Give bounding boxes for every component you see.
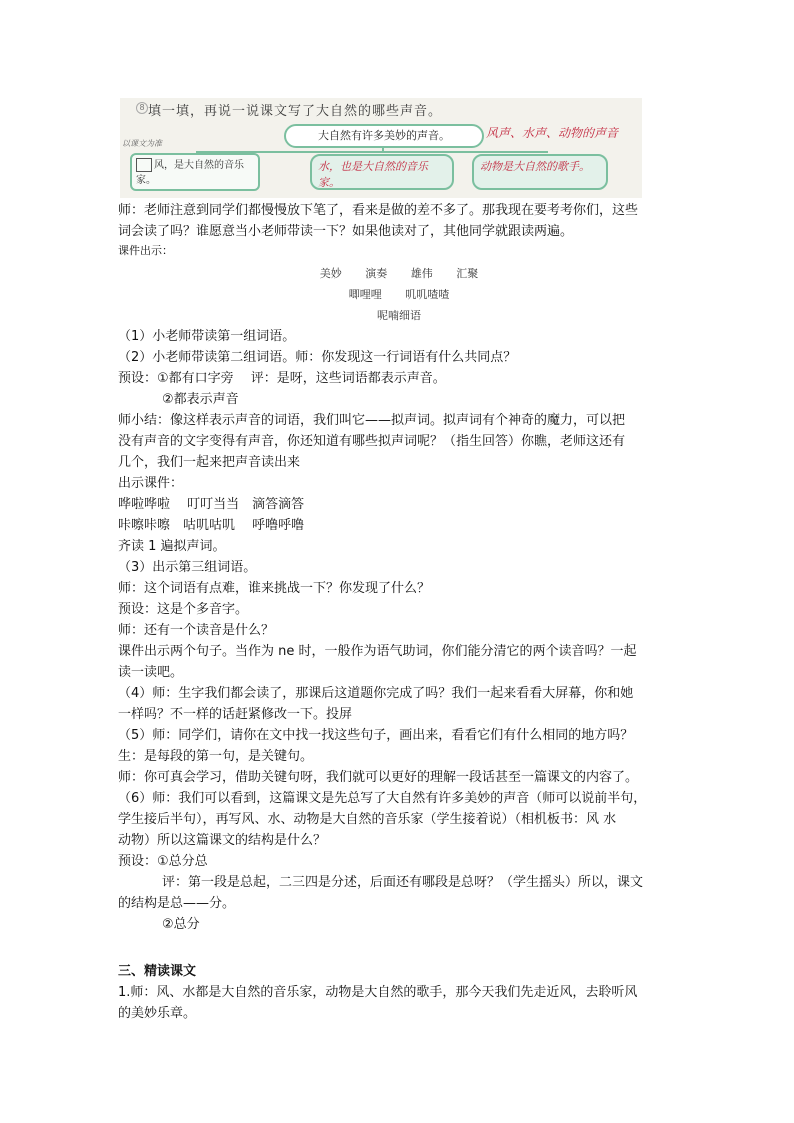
lesson-text <box>118 200 680 1024</box>
topic-box: 大自然有许多美妙的声音。 <box>284 124 484 148</box>
paragraph-line: 预设：①都有口字旁 评：是呀，这些词语都表示声音。 <box>118 371 446 386</box>
paragraph-line: 词会读了吗？谁愿意当小老师带读一下？如果他读对了，其他同学就跟读两遍。 <box>118 224 574 239</box>
paragraph-line: 咔嚓咔嚓 咕叽咕叽 呼噜呼噜 <box>118 518 305 533</box>
paragraph-line: 预设：这是个多音字。 <box>118 602 249 617</box>
paragraph-line: ②总分 <box>162 917 200 932</box>
paragraph-line: （4）师：生字我们都会读了，那课后这道题你完成了吗？我们一起来看看大屏幕，你和她 <box>118 686 634 701</box>
left-box-text: 风，是大自然的音乐家。 <box>136 160 244 186</box>
left-box <box>130 153 260 191</box>
paragraph-line: 出示课件： <box>118 476 184 491</box>
vocab-word: 雄伟 <box>410 267 433 280</box>
paragraph-line: 几个，我们一起来把声音读出来 <box>118 455 301 470</box>
vocab-word: 演奏 <box>365 267 388 280</box>
paragraph-line: 没有声音的文字变得有声音，你还知道有哪些拟声词呢？（指生回答）你瞧，老师这还有 <box>118 434 626 449</box>
right-answer-box: 动物是大自然的歌手。 <box>472 154 608 190</box>
vocab-word: 汇聚 <box>456 267 479 280</box>
paragraph-line: 齐读 1 遍拟声词。 <box>118 539 226 554</box>
vocab-word: 美妙 <box>319 267 342 280</box>
paragraph-line: 一样吗？不一样的话赶紧修改一下。投屏 <box>118 707 353 722</box>
vocab-word: 呢喃细语 <box>377 309 421 322</box>
paragraph-line: 预设：①总分总 <box>118 854 208 869</box>
paragraph-line: 的美妙乐章。 <box>118 1006 197 1021</box>
paragraph-line: 学生接后半句），再写风、水、动物是大自然的音乐家（学生接着说）（相机板书：风 水 <box>118 812 617 827</box>
section-heading: 三、精读课文 <box>118 964 197 979</box>
paragraph-line: 动物）所以这篇课文的结构是什么？ <box>118 833 327 848</box>
paragraph-line: 评：第一段是总起，二三四是分述，后面还有哪段是总呀？（学生摇头）所以，课文 <box>162 875 644 890</box>
paragraph-line: （1）小老师带读第一组词语。 <box>118 329 296 344</box>
handwritten-note: 以课文为准 <box>122 139 162 148</box>
worksheet-title: 填一填，再说一说课文写了大自然的哪些声音。 <box>148 104 443 119</box>
paragraph-line: （6）师：我们可以看到，这篇课文是先总写了大自然有许多美妙的声音（师可以说前半句， <box>118 791 647 806</box>
paragraph-line: 读一读吧。 <box>118 665 184 680</box>
courseware-label: 课件出示： <box>118 244 173 257</box>
paragraph-line: 师：你可真会学习，借助关键句呀，我们就可以更好的理解一段话甚至一篇课文的内容了。 <box>118 770 639 785</box>
word-group-1 <box>118 263 680 284</box>
vocab-word: 叽叽喳喳 <box>405 288 450 301</box>
word-group-2 <box>118 284 680 305</box>
paragraph-line: 课件出示两个句子。当作为 ne 时，一般作为语气助词，你们能分清它的两个读音吗？一起 <box>118 644 637 659</box>
paragraph-line: 哗啦哗啦 叮叮当当 滴答滴答 <box>118 497 305 512</box>
paragraph-line: ②都表示声音 <box>162 392 239 407</box>
paragraph-line: 师：老师注意到同学们都慢慢放下笔了，看来是做的差不多了。那我现在要考考你们，这些 <box>118 203 639 218</box>
paragraph-line: 的结构是总——分。 <box>118 896 236 911</box>
paragraph-line: 师小结：像这样表示声音的词语，我们叫它——拟声词。拟声词有个神奇的魔力，可以把 <box>118 413 626 428</box>
paragraph-line: 生：是每段的第一句，是关键句。 <box>118 749 314 764</box>
paragraph-line: 师：这个词语有点难，谁来挑战一下？你发现了什么？ <box>118 581 431 596</box>
exercise-number: 8 <box>136 102 148 114</box>
paragraph-line: 师：还有一个读音是什么？ <box>118 623 275 638</box>
vocab-word: 唧哩哩 <box>348 288 382 301</box>
word-group-3 <box>118 305 680 326</box>
handwritten-answer-top: 风声、水声、动物的声音 <box>486 126 619 140</box>
paragraph-line: （5）师：同学们，请你在文中找一找这些句子，画出来，看看它们有什么相同的地方吗？ <box>118 728 634 743</box>
worksheet-photo <box>120 98 642 198</box>
paragraph-line: （2）小老师带读第二组词语。师：你发现这一行词语有什么共同点？ <box>118 350 517 365</box>
paragraph-line: （3）出示第三组词语。 <box>118 560 257 575</box>
paragraph-line: 1.师：风、水都是大自然的音乐家，动物是大自然的歌手，那今天我们先走近风，去聆听风 <box>118 985 638 1000</box>
middle-answer-box: 水，也是大自然的音乐家。 <box>310 154 454 190</box>
blank-square <box>136 158 152 172</box>
